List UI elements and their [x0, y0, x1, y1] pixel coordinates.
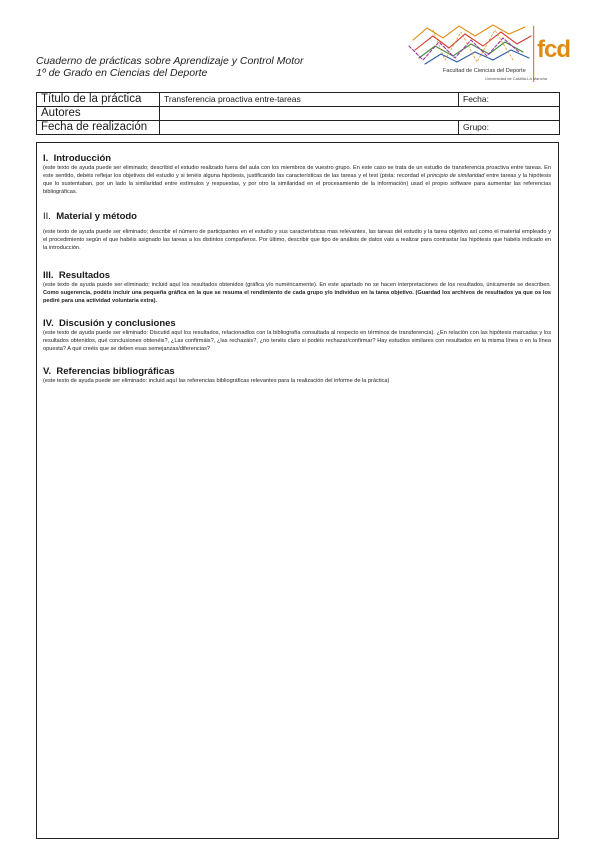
date-label[interactable]: Fecha: [459, 93, 560, 107]
section-help-text[interactable]: (este texto de ayuda puede ser eliminado: Discutid aquí los resultados, relacionadlos con la bibliografía consultada al respecto en términos de transferencia). ¿En relación con las hipótesis marcadas y los resultados obtenidos, qué conclusiones obtenéis?, ¿Las confirmáis?, ¿las rechazáis?, ¿no tenéis claro si podéis rechazar/confirmar? Hay estudios similares con resultados en la misma línea o en la línea opuesta? A qué creéis que se deben esas semejanzas/diferencias? [43, 330, 551, 352]
logo-stroke-4 [425, 50, 529, 64]
header-line-2: 1º de Grado en Ciencias del Deporte [36, 67, 208, 79]
section-help-text[interactable] [43, 281, 551, 305]
help-text-part: (este texto de ayuda puede ser eliminado; incluid aquí los resultados obtenidos (gráfica y/o numéricamente). En este apartado no se hacen interpretaciones de los resultados, únicamente se describen. [43, 282, 551, 288]
help-text-part: (este texto de ayuda puede ser eliminado; describid el estudio realizado fuera del aula con los miembros de vuestro grupo. En este caso se trata de un estudio de transferencia proactiva entre tareas. En este sentido, debéis reflejar los objetivos del estudio y si tenéis alguna hipótesis, justificando las características de las tareas y el test (pista: recordad el [43, 165, 551, 179]
section-title [43, 318, 551, 329]
logo-university-name: Universidad de Castilla-La Mancha [485, 76, 548, 81]
section-heading: Referencias bibliográficas [56, 366, 175, 377]
section-introduction [43, 153, 551, 196]
report-body-box[interactable] [36, 142, 559, 839]
section-title [43, 153, 551, 164]
info-row-authors [37, 107, 560, 121]
logo-faculty-name: Facultad de Ciencias del Deporte [443, 68, 526, 74]
help-text-part: entre tareas y la hipótesis que lo sustentaban, por un lado la similaridad entre estímulos y respuestas, y por otro la similaridad en el procesamiento de la información) usad el propio software para aumentar las referencias bibliográficas. [43, 173, 552, 195]
section-heading: Discusión y conclusiones [59, 318, 176, 329]
group-label[interactable]: Grupo: [459, 121, 560, 135]
authors-value[interactable] [160, 107, 560, 121]
section-number: III. [43, 270, 54, 281]
section-title [43, 270, 551, 281]
document-header [36, 55, 304, 79]
realization-label: Fecha de realización [37, 121, 160, 135]
title-label: Título de la práctica [37, 93, 160, 107]
section-help-text[interactable]: (este texto de ayuda puede ser eliminado; describir el número de participantes en el estudio y sus características mas relevantes, las tareas del estudio y la tarea objetivo así como el material empleado y el procedimiento según el que habéis asignado las tareas a los distintos compañeros. Por último, describir que tipo de análisis de datos vais a realizar para contrastar las hipótesis que habéis indicado en la introducción. [43, 229, 551, 251]
section-material-method [43, 211, 551, 252]
section-number: II. [43, 211, 51, 222]
help-text-emphasis: principio de similaridad [426, 173, 485, 179]
section-number: I. [43, 153, 49, 164]
section-heading: Introducción [53, 153, 112, 164]
section-title [43, 211, 551, 222]
section-references [43, 366, 551, 385]
info-row-realization [37, 121, 560, 135]
section-discussion [43, 318, 551, 353]
title-value[interactable]: Transferencia proactiva entre-tareas [160, 93, 459, 107]
section-results [43, 270, 551, 305]
info-row-title [37, 93, 560, 107]
section-number: V. [43, 366, 52, 377]
practice-info-table [36, 92, 560, 135]
section-heading: Material y método [56, 211, 137, 222]
header-line-1: Cuaderno de prácticas sobre Aprendizaje y Control Motor [36, 55, 304, 67]
section-title [43, 366, 551, 377]
logo-acronym: fcd [537, 36, 570, 63]
help-text-bold: Como sugerencia, podéis incluir una pequeña gráfica en la que se resuma el rendimiento de cada grupo y/o individuo en la tarea objetivo. (Guardad los archivos de resultados ya que os los pediré para una actividad voluntaria extra). [43, 290, 551, 304]
authors-label: Autores [37, 107, 160, 121]
section-heading: Resultados [58, 270, 111, 281]
logo-divider [533, 26, 534, 82]
section-help-text[interactable]: (este texto de ayuda puede ser eliminado: incluid aquí las referencias bibliográficas relevantes para la realización del informe de la práctica) [43, 378, 390, 384]
section-help-text[interactable] [43, 164, 551, 196]
section-number: IV. [43, 318, 54, 329]
logo-stroke-3 [419, 42, 523, 58]
faculty-logo [405, 22, 570, 84]
realization-value[interactable] [160, 121, 459, 135]
